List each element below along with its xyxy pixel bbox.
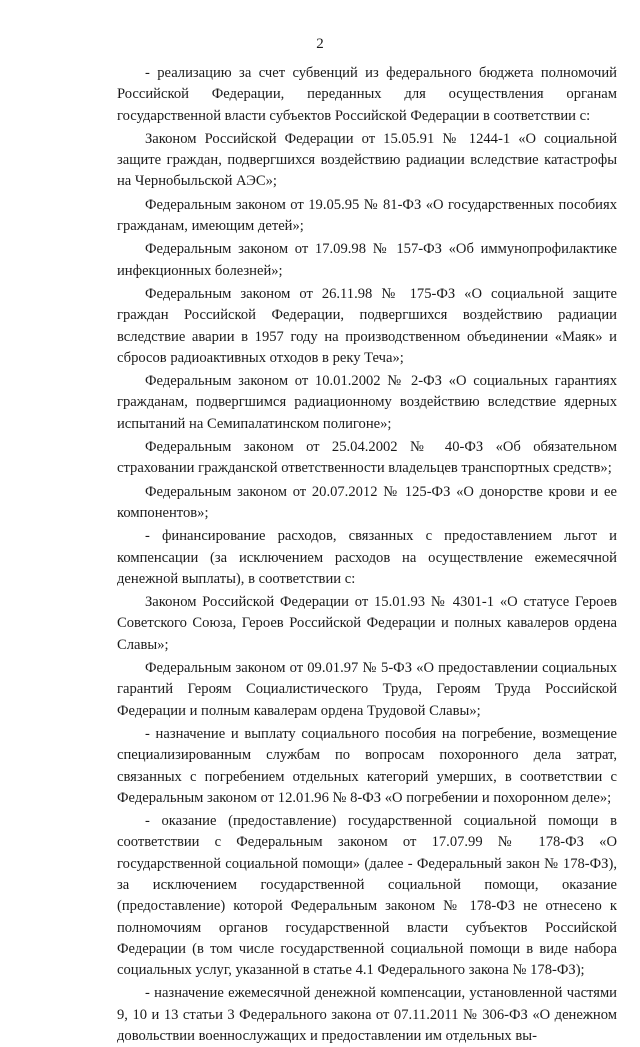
paragraph: - назначение и выплату социального пособия на погребение, возмещение специализированным службам по вопросам похоронного дела затрат, связанных с погребением отдельных категорий умерших, в соответствии с Федеральным законом от 12.01.96 № 8-ФЗ «О погребении и похоронном деле»; [117, 725, 617, 806]
paragraph: Федеральным законом от 26.11.98 № 175-ФЗ «О социальной защите граждан Российской Федерации, подвергшихся воздействию радиации вследствие аварии в 1957 году на производственном объединении «Маяк» и сбросов радиоактивных отходов в реку Теча»; [117, 285, 617, 366]
paragraph: - оказание (предоставление) государственной социальной помощи в соответствии с Федеральным законом от 17.07.99 № 178-ФЗ «О государственной социальной помощи» (далее - Федеральный закон № 178-ФЗ), за исключением государственной социальной помощи, оказание (предоставление) которой Федеральным законом № 178-ФЗ не отнесено к полномочиям органов государственной власти субъектов Российской Федерации (в том числе государственной социальной помощи в виде набора социальных услуг, указанной в статье 4.1 Федерального закона № 178-ФЗ); [117, 813, 617, 979]
paragraph: Законом Российской Федерации от 15.01.93 № 4301-1 «О статусе Героев Советского Союза, Героев Российской Федерации и полных кавалеров ордена Славы»; [117, 594, 617, 653]
paragraph: - финансирование расходов, связанных с предоставлением льгот и компенсации (за исключением расходов на осуществление ежемесячной денежной выплаты), в соответствии с: [117, 528, 617, 587]
paragraph: Федеральным законом от 09.01.97 № 5-ФЗ «О предоставлении социальных гарантий Героям Социалистического Труда, Героям Труда Российской Федерации и полным кавалерам ордена Трудовой Славы»; [117, 660, 617, 719]
paragraph: Федеральным законом от 19.05.95 № 81-ФЗ «О государственных пособиях гражданам, имеющим детей»; [117, 196, 617, 235]
paragraph: - реализацию за счет субвенций из федерального бюджета полномочий Российской Федерации, переданных для осуществления органам государственной власти субъектов Российской Федерации в соответствии с: [117, 65, 617, 124]
paragraph: Законом Российской Федерации от 15.05.91 № 1244-1 «О социальной защите граждан, подвергшихся воздействию радиации вследствие катастрофы на Чернобыльской АЭС»; [117, 130, 617, 190]
paragraph: Федеральным законом от 10.01.2002 № 2-ФЗ «О социальных гарантиях гражданам, подвергшимся радиационному воздействию вследствие ядерных испытаний на Семипалатинском полигоне»; [117, 373, 617, 432]
paragraph: Федеральным законом от 25.04.2002 № 40-ФЗ «Об обязательном страховании гражданской ответственности владельцев транспортных средств»; [117, 439, 617, 477]
document-body [117, 63, 617, 1047]
page-number: 2 [316, 36, 324, 52]
paragraph: - назначение ежемесячной денежной компенсации, установленной частями 9, 10 и 13 статьи 3 Федерального закона от 07.11.2011 № 306-ФЗ «О денежном довольствии военнослужащих и предоставлении им отдельных вы- [117, 985, 617, 1045]
paragraph: Федеральным законом от 20.07.2012 № 125-ФЗ «О донорстве крови и ее компонентов»; [117, 483, 617, 521]
paragraph: Федеральным законом от 17.09.98 № 157-ФЗ «Об иммунопрофилактике инфекционных болезней»; [117, 241, 617, 279]
